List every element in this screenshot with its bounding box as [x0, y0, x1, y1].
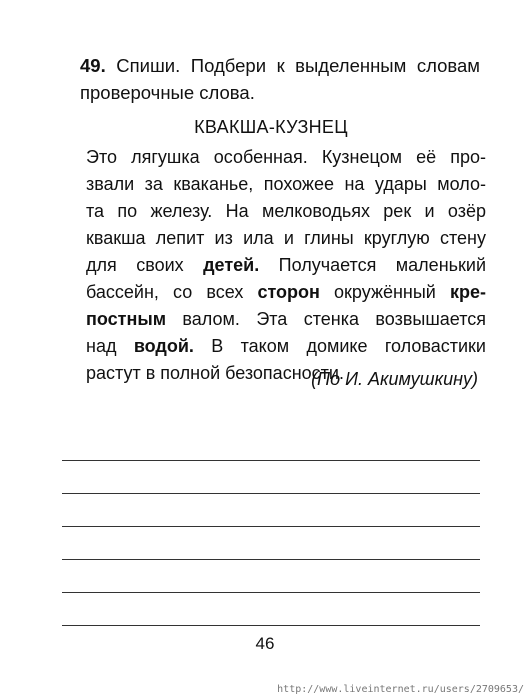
story-line: для своих детей. Получается маленький	[86, 255, 486, 275]
story-title: КВАКША-КУЗНЕЦ	[194, 117, 348, 137]
highlighted-word: детей.	[203, 255, 260, 275]
story-line: та по железу. На мелководьях рек и озёр	[86, 201, 486, 221]
highlighted-word: постным	[86, 309, 167, 329]
writing-line	[62, 460, 480, 461]
story-line: звали за кваканье, похожее на удары моло-	[86, 174, 486, 194]
writing-line	[62, 559, 480, 560]
story-line: над водой. В таком домике головастики	[86, 336, 486, 356]
story-line: Это лягушка особенная. Кузнецом её про-	[86, 147, 486, 167]
story-line: бассейн, со всех сторон окружённый кре-	[86, 282, 486, 302]
writing-line	[62, 526, 480, 527]
writing-line	[62, 625, 480, 626]
watermark-url: http://www.liveinternet.ru/users/2709653/	[277, 684, 524, 695]
writing-line	[62, 493, 480, 494]
highlighted-word: водой.	[133, 336, 194, 356]
page-number: 46	[255, 634, 275, 653]
writing-lines	[62, 460, 480, 658]
story-line: квакша лепит из ила и глины круглую стену	[86, 228, 486, 248]
task-instruction	[80, 52, 480, 106]
highlighted-word: кре-	[449, 282, 486, 302]
story-text	[86, 144, 486, 387]
writing-line	[62, 592, 480, 593]
task-text: Спиши. Подбери к выделенным словам проверочные слова.	[80, 55, 480, 103]
story-line: постным валом. Эта стенка возвышается	[86, 309, 486, 329]
story-line: растут в полной безопасности.	[86, 363, 344, 383]
highlighted-word: сторон	[257, 282, 320, 302]
story-author: (По И. Акимушкину)	[311, 369, 478, 389]
task-number: 49.	[80, 55, 106, 76]
